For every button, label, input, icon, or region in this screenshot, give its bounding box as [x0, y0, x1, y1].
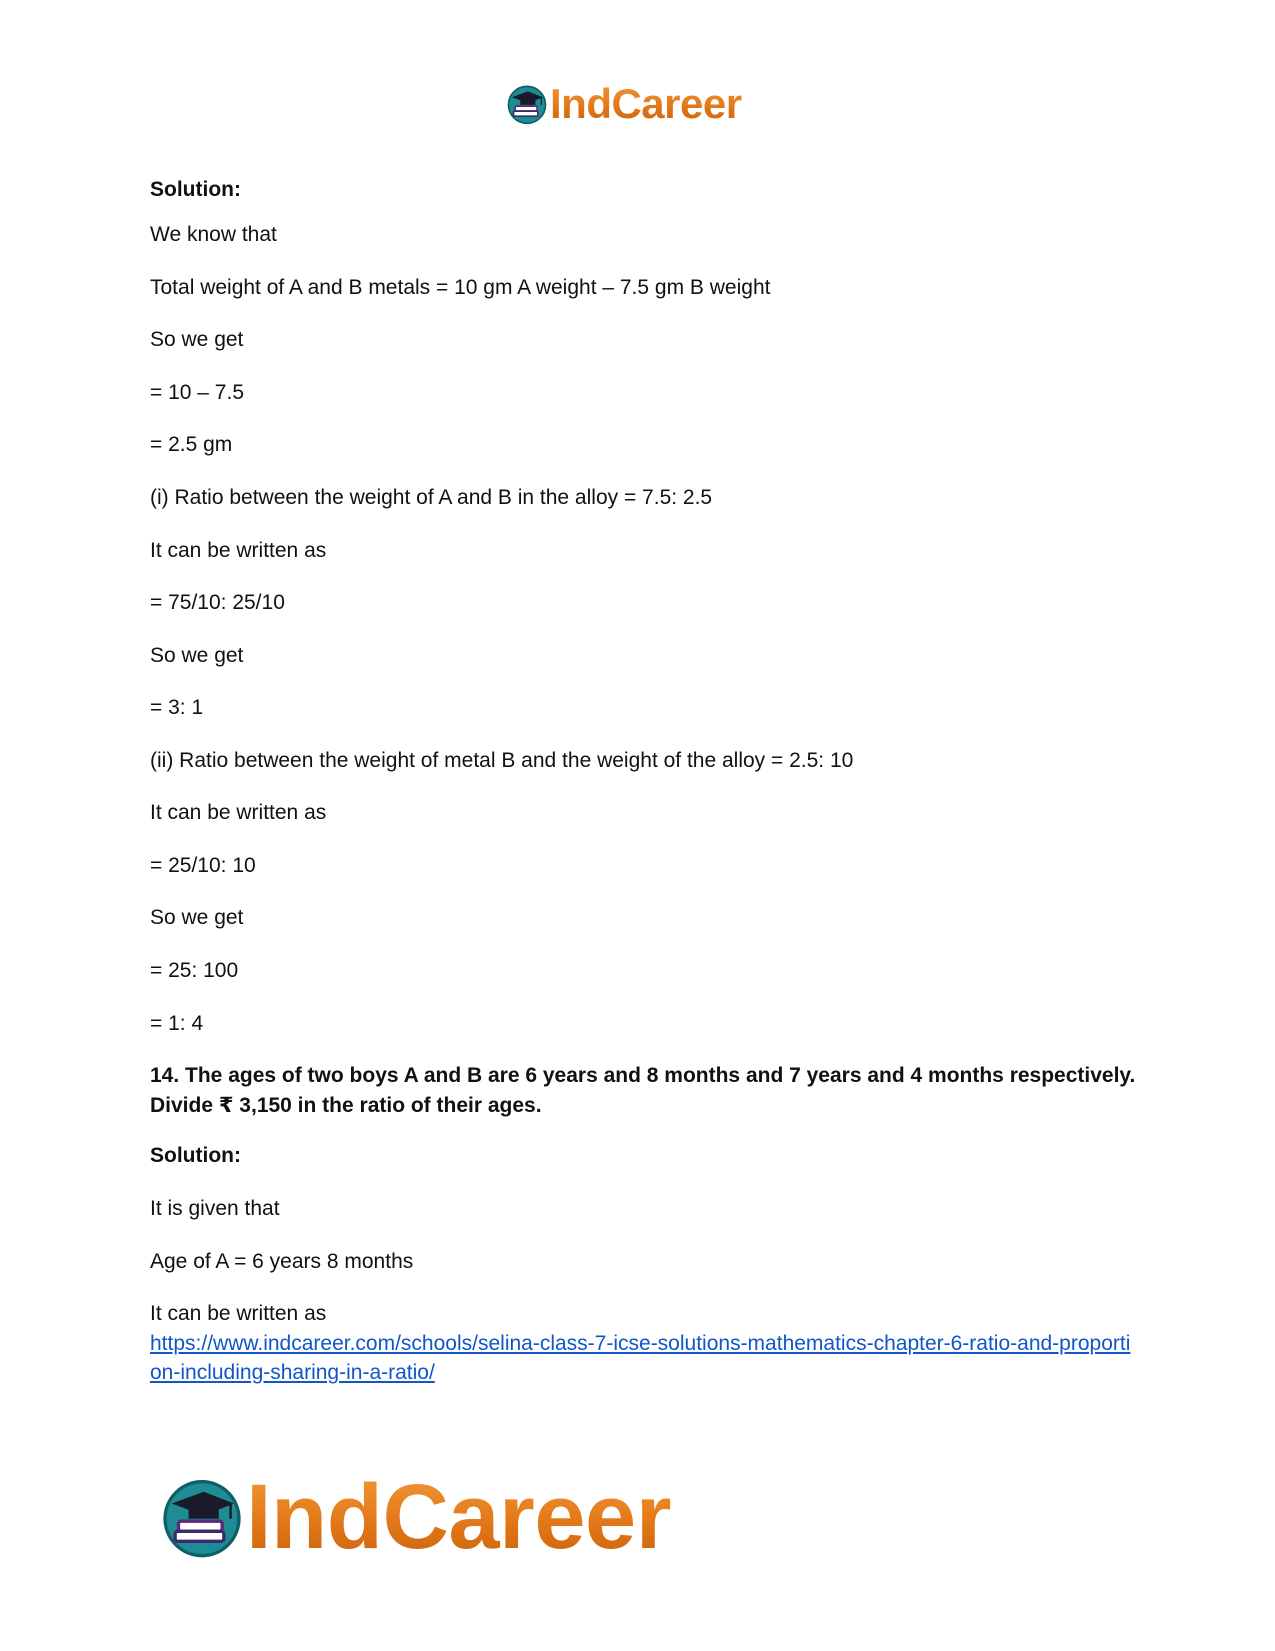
solution-line: It can be written as [150, 1302, 327, 1325]
solution-line: Total weight of A and B metals = 10 gm A weight – 7.5 gm B weight [150, 276, 771, 299]
solution-line: = 25/10: 10 [150, 854, 256, 877]
brand-name: IndCareer [550, 80, 742, 127]
solution-heading: Solution: [150, 1144, 241, 1167]
solution-heading: Solution: [150, 178, 241, 201]
solution-line: = 75/10: 25/10 [150, 591, 285, 614]
solution-line: = 25: 100 [150, 959, 239, 982]
solution-line: We know that [150, 223, 277, 246]
solution-line: = 10 – 7.5 [150, 381, 244, 404]
solution-line: Age of A = 6 years 8 months [150, 1250, 414, 1273]
question-14: 14. The ages of two boys A and B are 6 years and 8 months and 7 years and 4 months respectively. Divide ₹ 3,150 in the ratio of their ages. [150, 1064, 1136, 1117]
solution-line: So we get [150, 644, 244, 667]
brand-name: IndCareer [246, 1466, 671, 1568]
solution-line: = 2.5 gm [150, 433, 233, 456]
footer-logo [160, 1467, 671, 1567]
solution-line: (ii) Ratio between the weight of metal B and the weight of the alloy = 2.5: 10 [150, 749, 854, 772]
solution-line: It is given that [150, 1197, 280, 1220]
solution-line: = 3: 1 [150, 696, 204, 719]
header-logo [506, 80, 742, 128]
solution-line: It can be written as [150, 539, 327, 562]
solution-line: So we get [150, 328, 244, 351]
solution-line: (i) Ratio between the weight of A and B in the alloy = 7.5: 2.5 [150, 486, 713, 509]
graduation-cap-books-globe-icon [506, 83, 548, 125]
solution-line: So we get [150, 906, 244, 929]
source-link[interactable]: https://www.indcareer.com/schools/selina-class-7-icse-solutions-mathematics-chapter-6-ratio-and-proportion-including-sharing-in-a-ratio/ [150, 1332, 1131, 1384]
solution-line: It can be written as [150, 801, 327, 824]
graduation-cap-books-globe-icon [160, 1475, 244, 1559]
solution-line: = 1: 4 [150, 1012, 204, 1035]
